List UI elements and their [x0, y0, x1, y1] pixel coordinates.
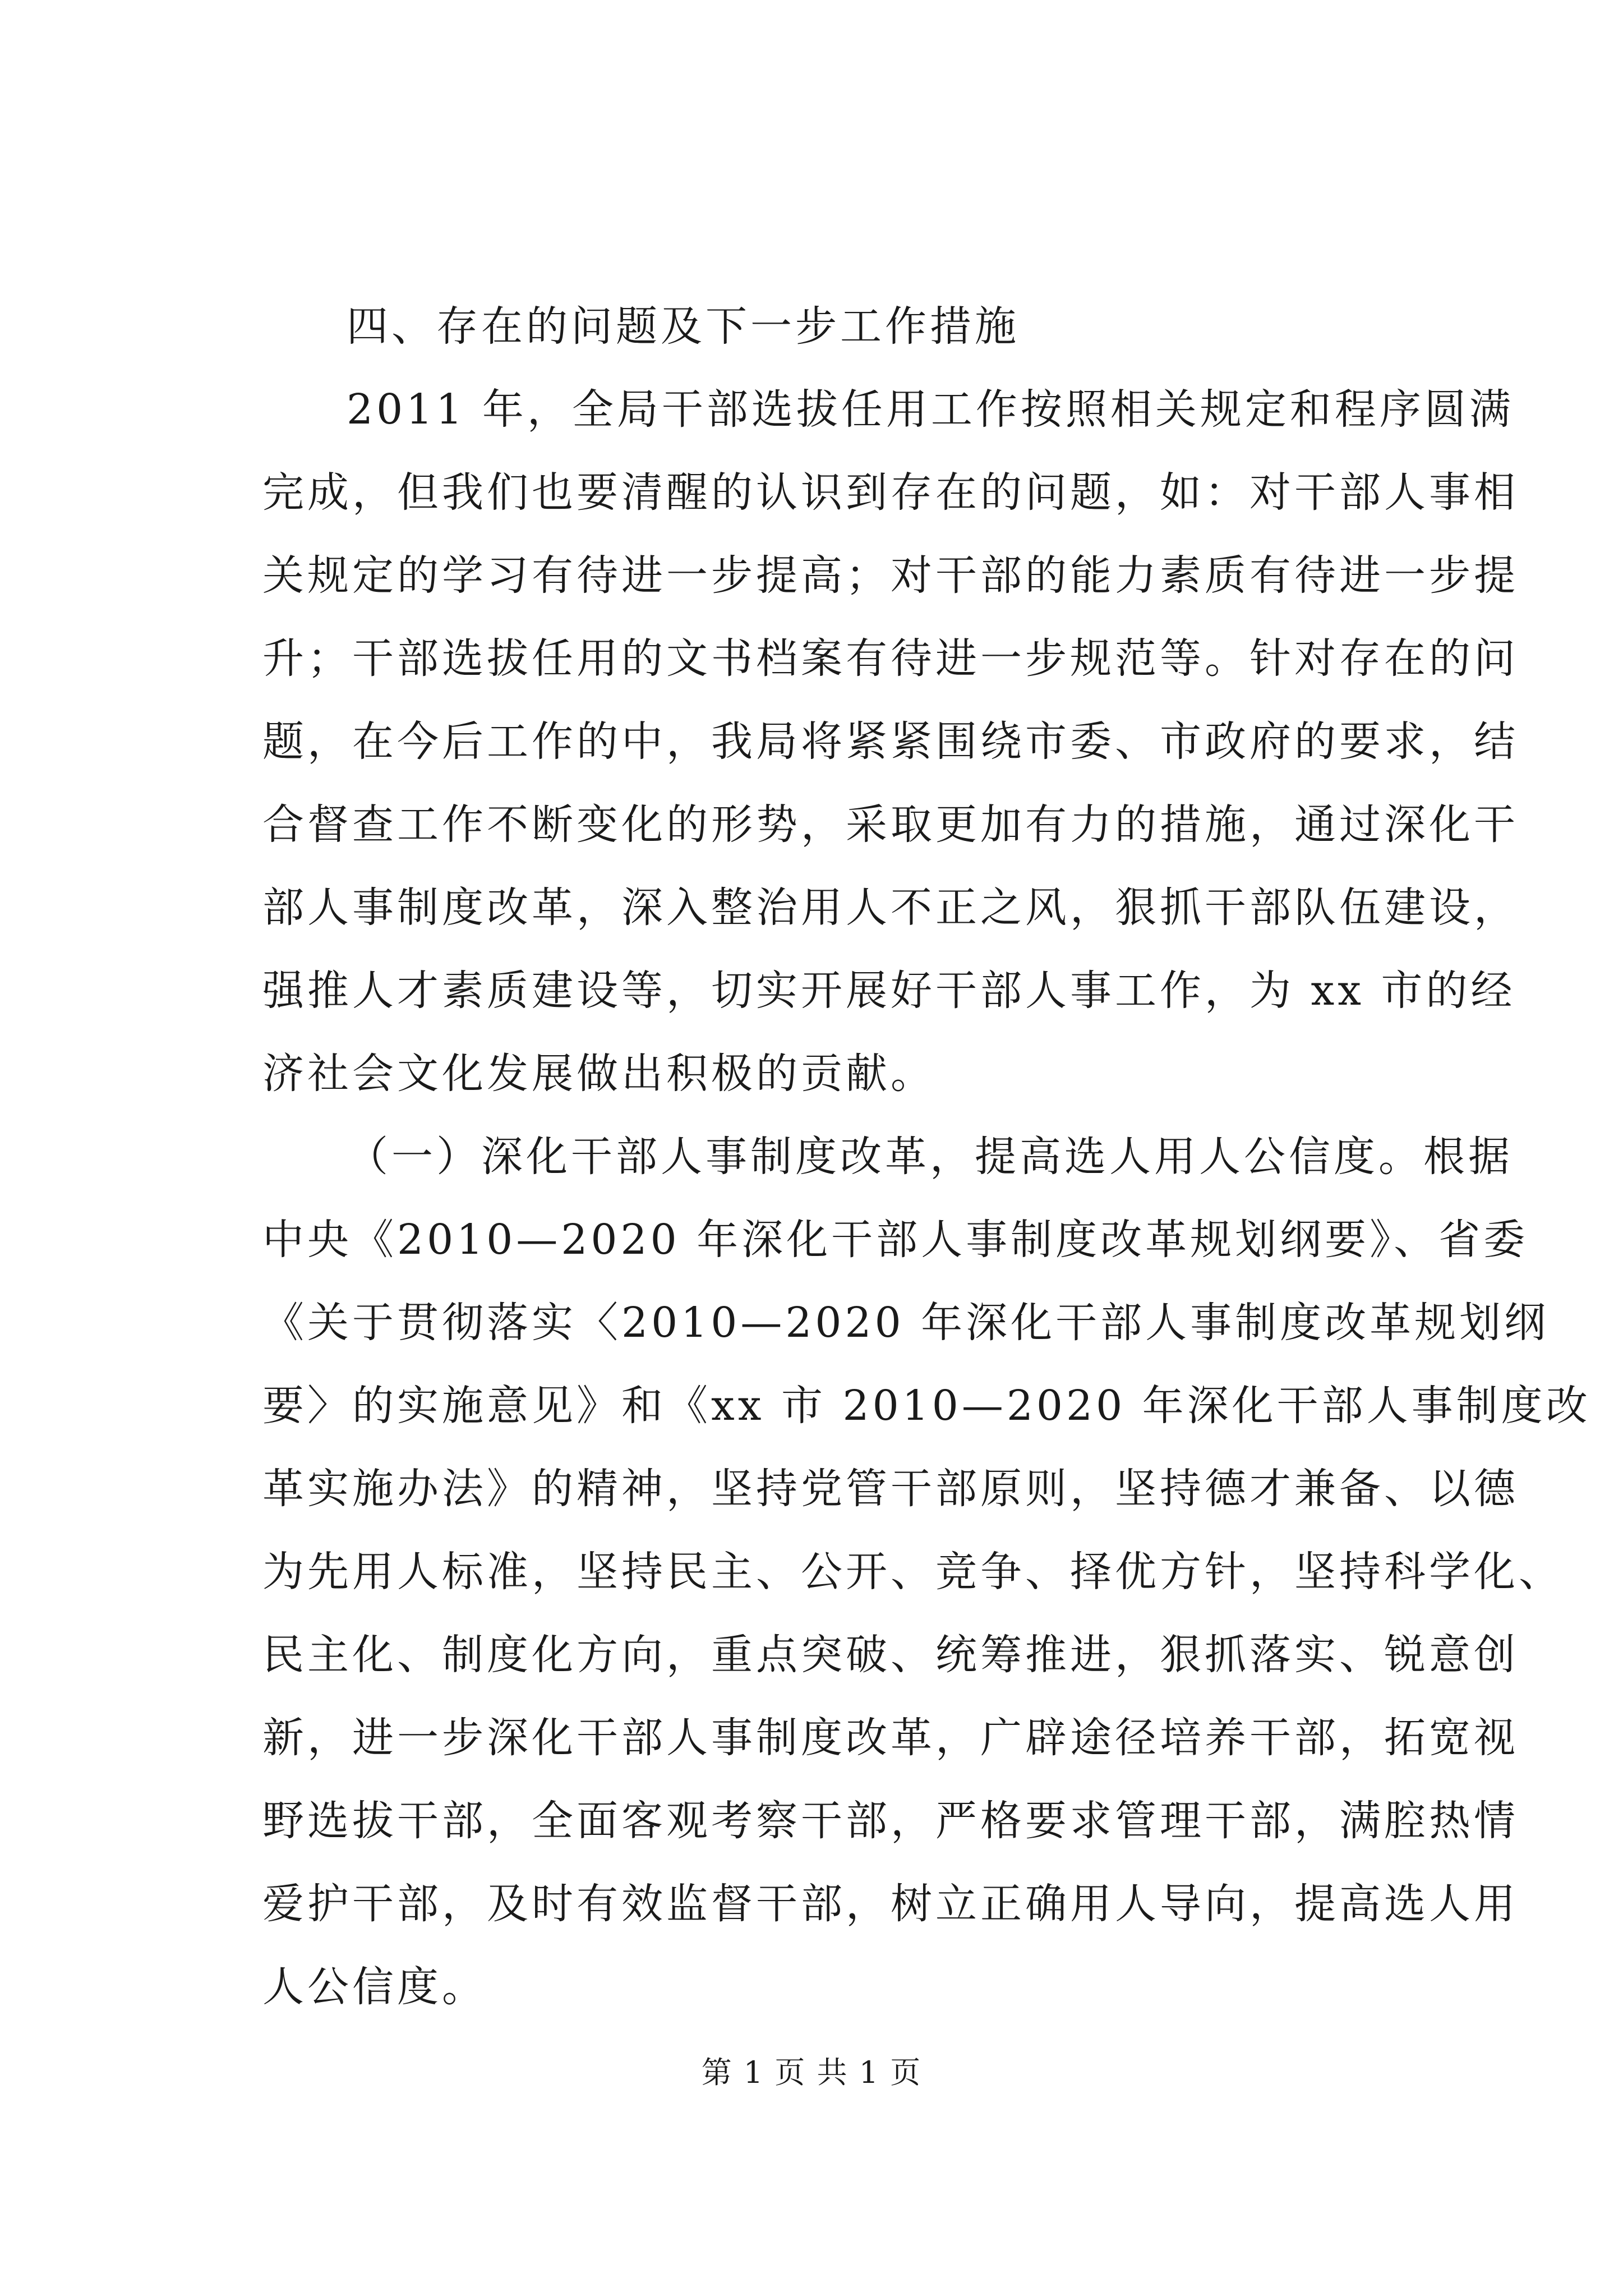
paragraph-line: 中央《2010—2020 年深化干部人事制度改革规划纲要》、省委 — [262, 1216, 1529, 1264]
page-footer: 第 1 页 共 1 页 — [701, 2055, 922, 2090]
paragraph-line: 爱护干部，及时有效监督干部，树立正确用人导向，提高选人用 — [262, 1880, 1519, 1928]
paragraph-line: 部人事制度改革，深入整治用人不正之风，狠抓干部队伍建设， — [262, 884, 1519, 932]
document-body — [262, 285, 1591, 2028]
paragraph-line: 升；干部选拔任用的文书档案有待进一步规范等。针对存在的问 — [262, 634, 1519, 683]
paragraph-line: 人公信度。 — [262, 1963, 487, 2011]
paragraph-line: 野选拔干部，全面客观考察干部，严格要求管理干部，满腔热情 — [262, 1797, 1519, 1845]
paragraph-line: 合督查工作不断变化的形势，采取更加有力的措施，通过深化干 — [262, 800, 1519, 849]
paragraph-line: 2011 年，全局干部选拔任用工作按照相关规定和程序圆满 — [347, 385, 1514, 434]
paragraph-line: 民主化、制度化方向，重点突破、统筹推进，狠抓落实、锐意创 — [262, 1631, 1519, 1679]
subsection-heading-line: （一）深化干部人事制度改革，提高选人用人公信度。根据 — [347, 1133, 1513, 1181]
paragraph-line: 关规定的学习有待进一步提高；对干部的能力素质有待进一步提 — [262, 551, 1519, 600]
paragraph-line: 要〉的实施意见》和《xx 市 2010—2020 年深化干部人事制度改 — [262, 1382, 1591, 1430]
paragraph-line: 革实施办法》的精神，坚持党管干部原则，坚持德才兼备、以德 — [262, 1465, 1519, 1513]
paragraph-line: 题，在今后工作的中，我局将紧紧围绕市委、市政府的要求，结 — [262, 717, 1519, 766]
paragraph-line: 济社会文化发展做出积极的贡献。 — [262, 1050, 935, 1098]
paragraph-line: 《关于贯彻落实〈2010—2020 年深化干部人事制度改革规划纲 — [262, 1299, 1550, 1347]
section-heading: 四、存在的问题及下一步工作措施 — [347, 302, 1020, 351]
paragraph-line: 强推人才素质建设等，切实开展好干部人事工作，为 xx 市的经 — [262, 967, 1516, 1015]
paragraph-line: 为先用人标准，坚持民主、公开、竞争、择优方针，坚持科学化、 — [262, 1548, 1564, 1596]
paragraph-line: 完成，但我们也要清醒的认识到存在的问题，如：对干部人事相 — [262, 468, 1519, 517]
paragraph-line: 新，进一步深化干部人事制度改革，广辟途径培养干部，拓宽视 — [262, 1714, 1519, 1762]
